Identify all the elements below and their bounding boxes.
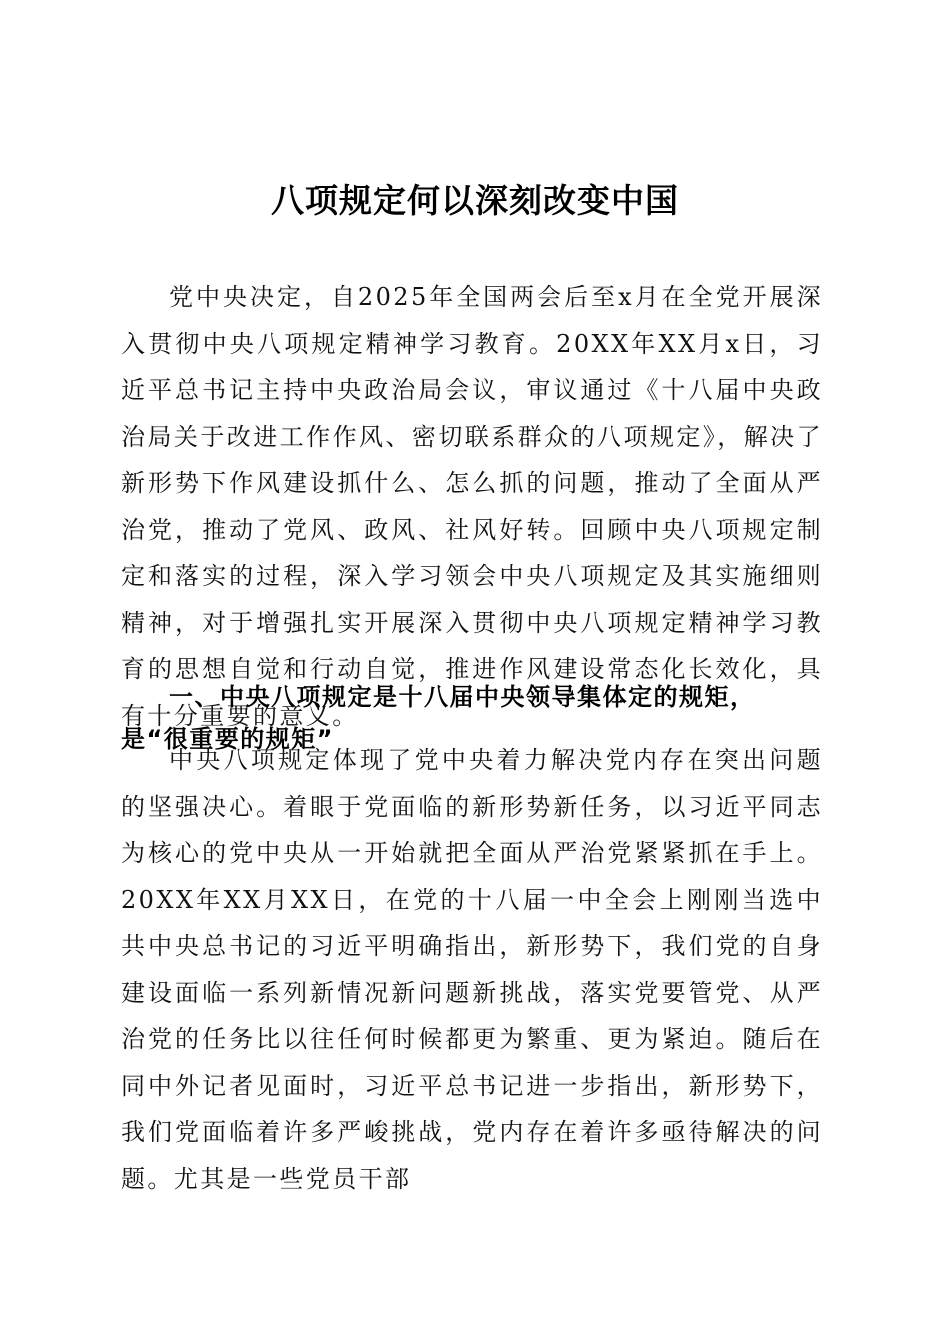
body-paragraph: 中央八项规定体现了党中央着力解决党内存在突出问题的坚强决心。着眼于党面临的新形势新任务，以习近平同志为核心的党中央从一开始就把全面从严治党紧紧抓在手上。20XX年XX月XX日，在党的十八届一中全会上刚刚当选中共中央总书记的习近平明确指出，新形势下，我们党的自身建设面临一系列新情况新问题新挑战，落实党要管党、从严治党的任务比以往任何时候都更为繁重、更为紧迫。随后在同中外记者见面时，习近平总书记进一步指出，新形势下，我们党面临着许多严峻挑战，党内存在着许多亟待解决的问题。尤其是一些党员干部 [121, 746, 823, 1193]
body-paragraph-1-container [121, 274, 823, 739]
body-paragraph: 党中央决定，自2025年全国两会后至x月在全党开展深入贯彻中央八项规定精神学习教育。20XX年XX月x日，习近平总书记主持中央政治局会议，审议通过《十八届中央政治局关于改进工作作风、密切联系群众的八项规定》，解决了新形势下作风建设抓什么、怎么抓的问题，推动了全面从严治党，推动了党风、政风、社风好转。回顾中央八项规定制定和落实的过程，深入学习领会中央八项规定及其实施细则精神，对于增强扎实开展深入贯彻中央八项规定精神学习教育的思想自觉和行动自觉，推进作风建设常态化长效化，具有十分重要的意义。 [121, 283, 823, 730]
document-title: 八项规定何以深刻改变中国 [271, 181, 679, 220]
section-heading-1: 一、中央八项规定是十八届中央领导集体定的规矩，是“很重要的规矩” [121, 683, 756, 753]
body-paragraph-2-container [121, 737, 823, 1202]
